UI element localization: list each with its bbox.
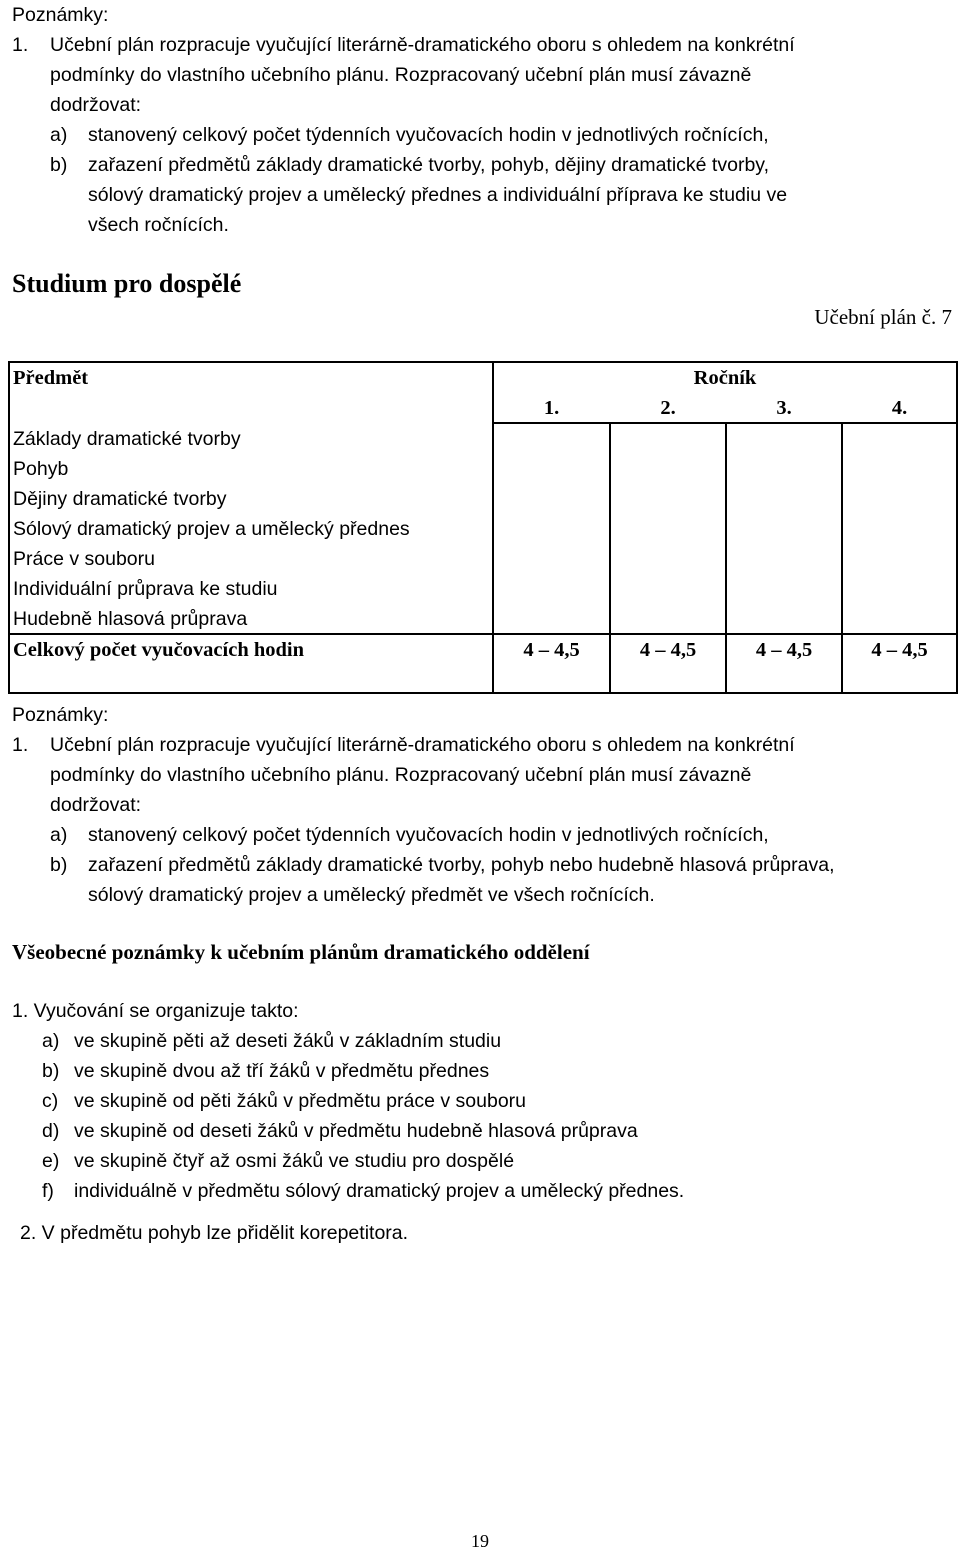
general-notes-title: Všeobecné poznámky k učebním plánům dramatického oddělení	[12, 940, 590, 964]
sub-item-label: c)	[42, 1090, 59, 1112]
subject-row: Individuální průprava ke studiu	[13, 578, 278, 600]
subject-row: Sólový dramatický projev a umělecký přednes	[13, 518, 410, 540]
general-sub-item	[12, 1146, 952, 1176]
note-number: 1.	[12, 734, 29, 756]
total-value: 4 – 4,5	[523, 639, 580, 661]
note-item-1	[12, 30, 952, 60]
total-value: 4 – 4,5	[639, 639, 697, 661]
note-sub-item-a	[12, 820, 952, 850]
sub-item-text-line: všech ročnících.	[88, 214, 229, 236]
sub-item-text: ve skupině čtyř až osmi žáků ve studiu pro dospělé	[74, 1150, 515, 1172]
plan-number: Učební plán č. 7	[814, 305, 952, 329]
table-border-bottom	[8, 692, 958, 694]
sub-item-text: stanovený celkový počet týdenních vyučovacích hodin v jednotlivých ročnících,	[88, 824, 769, 846]
note-number: 1.	[12, 34, 29, 56]
subject-row: Pohyb	[13, 458, 69, 480]
year-header: 1.	[543, 397, 560, 419]
note-text-line: dodržovat:	[50, 94, 142, 116]
sub-item-label: a)	[50, 124, 68, 146]
general-sub-item	[12, 1176, 952, 1206]
year-header: 2.	[660, 397, 676, 419]
notes-bottom	[12, 700, 952, 910]
subject-row: Základy dramatické tvorby	[13, 428, 241, 450]
sub-item-text: ve skupině od pěti žáků v předmětu práce v souboru	[74, 1090, 527, 1112]
note-item-1	[12, 730, 952, 760]
table-border-left	[8, 361, 10, 694]
page-number: 19	[471, 1531, 489, 1551]
sub-item-label: a)	[42, 1030, 60, 1052]
table-border-right	[956, 361, 958, 694]
total-label: Celkový počet vyučovacích hodin	[13, 639, 304, 661]
note-text-line: dodržovat:	[50, 794, 142, 816]
note-text-line: podmínky do vlastního učebního plánu. Rozpracovaný učební plán musí závazně	[50, 64, 752, 86]
sub-item-text: zařazení předmětů základy dramatické tvorby, pohyb, dějiny dramatické tvorby,	[88, 154, 770, 176]
note-text: Učební plán rozpracuje vyučující literárně-dramatického oboru s ohledem na konkrétní	[50, 34, 795, 56]
section-title: Studium pro dospělé	[12, 269, 242, 298]
general-sub-item	[12, 1086, 952, 1116]
sub-item-label: b)	[50, 854, 68, 876]
sub-item-label: e)	[42, 1150, 60, 1172]
subject-row: Dějiny dramatické tvorby	[13, 488, 227, 510]
sub-item-label: f)	[42, 1180, 54, 1202]
notes-heading: Poznámky:	[12, 704, 109, 726]
general-item-2: 2. V předmětu pohyb lze přidělit korepetitora.	[20, 1222, 409, 1244]
curriculum-table	[8, 361, 958, 694]
general-notes	[12, 996, 952, 1248]
sub-item-label: d)	[42, 1120, 60, 1142]
header-subject: Předmět	[13, 367, 89, 389]
note-sub-item-b	[12, 850, 952, 880]
general-sub-item	[12, 1026, 952, 1056]
note-text-line: podmínky do vlastního učebního plánu. Rozpracovaný učební plán musí závazně	[50, 764, 752, 786]
note-sub-item-a	[12, 120, 952, 150]
header-year: Ročník	[693, 367, 757, 389]
note-sub-item-b	[12, 150, 952, 180]
sub-item-label: b)	[42, 1060, 60, 1082]
general-sub-item	[12, 1056, 952, 1086]
year-header: 4.	[891, 397, 908, 419]
total-value: 4 – 4,5	[871, 639, 928, 661]
year-header: 3.	[776, 397, 792, 419]
notes-heading: Poznámky:	[12, 4, 109, 26]
sub-item-text: individuálně v předmětu sólový dramatický projev a umělecký přednes.	[74, 1180, 685, 1202]
sub-item-text: stanovený celkový počet týdenních vyučovacích hodin v jednotlivých ročnících,	[88, 124, 769, 146]
sub-item-text: ve skupině pěti až deseti žáků v základním studiu	[74, 1030, 502, 1052]
general-sub-item	[12, 1116, 952, 1146]
note-text: Učební plán rozpracuje vyučující literárně-dramatického oboru s ohledem na konkrétní	[50, 734, 795, 756]
subject-row: Práce v souboru	[13, 548, 155, 570]
subject-row: Hudebně hlasová průprava	[13, 608, 248, 630]
sub-item-label: b)	[50, 154, 68, 176]
sub-item-text: zařazení předmětů základy dramatické tvorby, pohyb nebo hudebně hlasová průprava,	[88, 854, 835, 876]
sub-item-text-line: sólový dramatický projev a umělecký předmět ve všech ročnících.	[88, 884, 655, 906]
general-item-1: 1. Vyučování se organizuje takto:	[12, 1000, 299, 1022]
total-value: 4 – 4,5	[755, 639, 813, 661]
sub-item-label: a)	[50, 824, 68, 846]
notes-top	[12, 0, 952, 240]
sub-item-text: ve skupině dvou až tří žáků v předmětu přednes	[74, 1060, 490, 1082]
sub-item-text: ve skupině od deseti žáků v předmětu hudebně hlasová průprava	[74, 1120, 638, 1142]
sub-item-text-line: sólový dramatický projev a umělecký přednes a individuální příprava ke studiu ve	[88, 184, 788, 206]
